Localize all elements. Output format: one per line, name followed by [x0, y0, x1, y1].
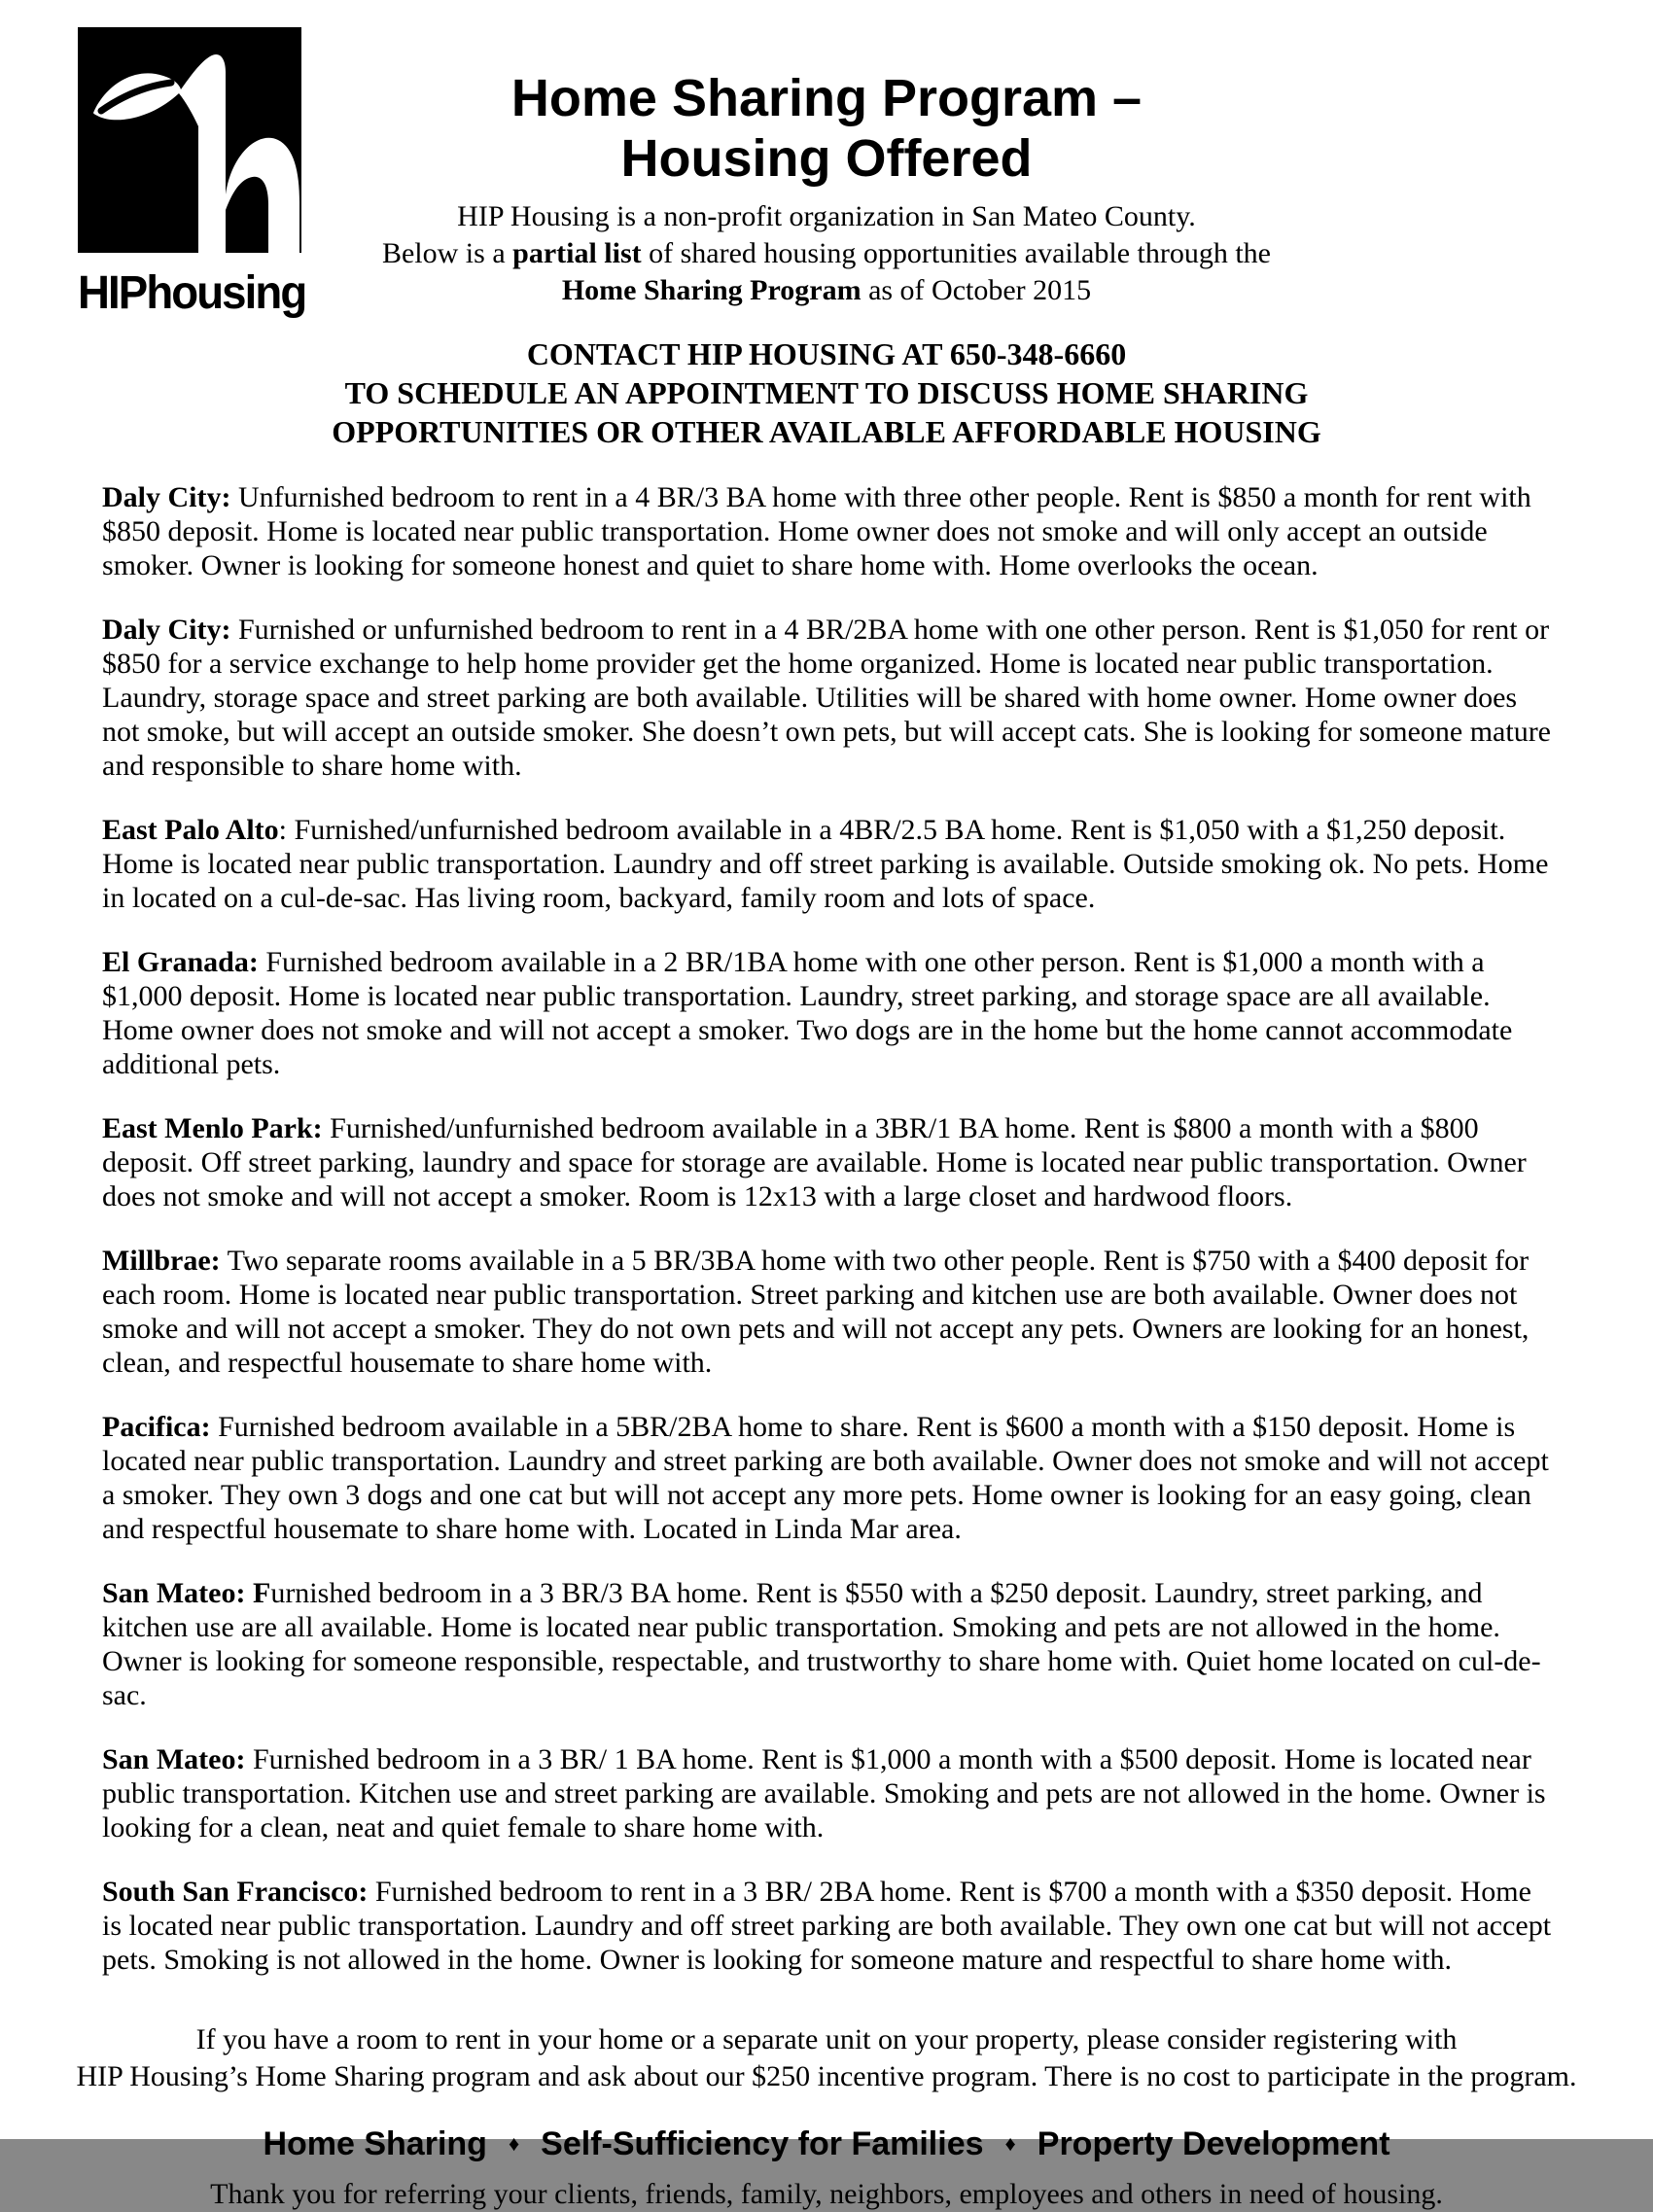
subtitle-line3: Home Sharing Program as of October 2015 — [561, 274, 1092, 306]
listing-item — [102, 1410, 1556, 1546]
hip-housing-logo — [78, 27, 306, 320]
tagline — [0, 2124, 1653, 2163]
listing-text: Furnished bedroom available in a 2 BR/1BA home with one other person. Rent is $1,000 a month with a $1,000 deposit. Home is located near public transportation. Laundry, street parking, and storage space are all available. Home owner does not smoke and will not accept a smoker. Two dogs are in the home but the home cannot accommodate additional pets. — [102, 946, 1513, 1080]
leaf-h-icon — [78, 27, 301, 253]
listing-text: : Furnished/unfurnished bedroom available in a 4BR/2.5 BA home. Rent is $1,050 with a $1,250 deposit. Home is located near public transportation. Laundry and off street parking is available. Outside smoking ok. No pets. Home in located on a cul-de-sac. Has living room, backyard, family room and lots of space. — [102, 814, 1549, 914]
contact-line2: TO SCHEDULE AN APPOINTMENT TO DISCUSS HOME SHARING — [344, 375, 1309, 410]
tagline-item: Home Sharing — [263, 2125, 487, 2162]
listing-text: Furnished bedroom available in a 5BR/2BA home to share. Rent is $600 a month with a $150 deposit. Home is located near public transportation. Laundry and street parking are both available. Owner does not smoke and will not accept a smoker. They own 3 dogs and one cat but will not accept any more pets. Home owner is looking for an easy going, clean and respectful housemate to share home with. Located in Linda Mar area. — [102, 1411, 1549, 1545]
listing-text: Two separate rooms available in a 5 BR/3BA home with two other people. Rent is $750 with a $400 deposit for each room. Home is located near public transportation. Street parking and kitchen use are both available. Owner does not smoke and will not accept a smoker. They do not own pets and will not accept any pets. Owners are looking for an honest, clean, and respectful housemate to share home with. — [102, 1245, 1530, 1379]
logo-wordmark: HIPhousing — [78, 267, 306, 319]
register-note — [0, 2021, 1653, 2095]
contact-line3: OPPORTUNITIES OR OTHER AVAILABLE AFFORDABLE HOUSING — [332, 414, 1321, 449]
thank-you-note: Thank you for referring your clients, friends, family, neighbors, employees and others in need of housing. — [210, 2178, 1443, 2210]
listing-city-label: Daly City: — [102, 614, 231, 646]
listing-text: Furnished bedroom in a 3 BR/ 1 BA home. Rent is $1,000 a month with a $500 deposit. Home is located near public transportation. Kitchen use and street parking are available. Smoking and pets are not allowed in the home. Owner is looking for a clean, neat and quiet female to share home with. — [102, 1743, 1546, 1843]
listing-item — [102, 613, 1556, 783]
listing-item — [102, 1576, 1556, 1712]
listing-city-label: East Menlo Park: — [102, 1112, 323, 1144]
subtitle-line1: HIP Housing is a non-profit organization in San Mateo County. — [457, 200, 1196, 232]
listing-text: Furnished or unfurnished bedroom to rent in a 4 BR/2BA home with one other person. Rent is $1,050 for rent or $850 for a service exchange to help home provider get the home organized. Home is located near public transportation. Laundry, storage space and street parking are both available. Utilities will be shared with home owner. Home owner does not smoke, but will accept an outside smoker. She doesn’t own pets, but will accept cats. She is looking for someone mature and responsible to share home with. — [102, 614, 1551, 782]
tagline-item: Property Development — [1037, 2125, 1390, 2162]
diamond-icon: ♦ — [1004, 2131, 1016, 2156]
listings-section — [0, 480, 1653, 1977]
contact-banner — [0, 334, 1653, 451]
flyer-footer — [0, 2021, 1653, 2212]
listing-city-label: Millbrae: — [102, 1245, 221, 1277]
listing-text: Furnished/unfurnished bedroom available in a 3BR/1 BA home. Rent is $800 a month with a $800 deposit. Off street parking, laundry and space for storage are available. Home is located near public transportation. Owner does not smoke and will not accept a smoker. Room is 12x13 with a large closet and hardwood floors. — [102, 1112, 1527, 1212]
listing-city-label: Daly City: — [102, 481, 231, 513]
listing-item — [102, 1244, 1556, 1380]
register-line2: HIP Housing’s Home Sharing program and ask about our $250 incentive program. There is no cost to participate in the program. — [76, 2060, 1577, 2092]
listing-item — [102, 1742, 1556, 1844]
listing-item — [102, 480, 1556, 582]
listing-item — [102, 945, 1556, 1081]
page-title-line1: Home Sharing Program – — [510, 69, 1143, 127]
register-line1: If you have a room to rent in your home or a separate unit on your property, please consider registering with — [195, 2023, 1458, 2055]
contact-line1: CONTACT HIP HOUSING AT 650-348-6660 — [526, 336, 1127, 371]
page-title-line2: Housing Offered — [620, 129, 1033, 188]
listing-city-label: South San Francisco: — [102, 1876, 369, 1908]
listing-city-label: San Mateo: F — [102, 1577, 271, 1609]
flyer-header — [0, 0, 1653, 451]
diamond-icon: ♦ — [508, 2131, 520, 2156]
listing-item — [102, 1111, 1556, 1213]
listing-text: urnished bedroom in a 3 BR/3 BA home. Rent is $550 with a $250 deposit. Laundry, street parking, and kitchen use are all available. Home is located near public transportation. Smoking and pets are not allowed in the home. Owner is looking for someone responsible, respectable, and trustworthy to share home with. Quiet home located on cul-de-sac. — [102, 1577, 1541, 1711]
subtitle-line2: Below is a partial list of shared housing opportunities available through the — [381, 237, 1271, 269]
listing-city-label: San Mateo: — [102, 1743, 246, 1775]
listing-item — [102, 813, 1556, 915]
listing-city-label: El Granada: — [102, 946, 259, 978]
tagline-item: Self-Sufficiency for Families — [541, 2125, 984, 2162]
listing-city-label: Pacifica: — [102, 1411, 211, 1443]
listing-text: Unfurnished bedroom to rent in a 4 BR/3 BA home with three other people. Rent is $850 a month for rent with $850 deposit. Home is located near public transportation. Home owner does not smoke and will only accept an outside smoker. Owner is looking for someone honest and quiet to share home with. Home overlooks the ocean. — [102, 481, 1531, 581]
listing-item — [102, 1875, 1556, 1977]
listing-text: Furnished bedroom to rent in a 3 BR/ 2BA home. Rent is $700 a month with a $350 deposit. Home is located near public transportation. Laundry and off street parking are both available. They own one cat but will not accept pets. Smoking is not allowed in the home. Owner is looking for someone mature and respectful to share home with. — [102, 1876, 1552, 1976]
listing-city-label: East Palo Alto — [102, 814, 279, 846]
